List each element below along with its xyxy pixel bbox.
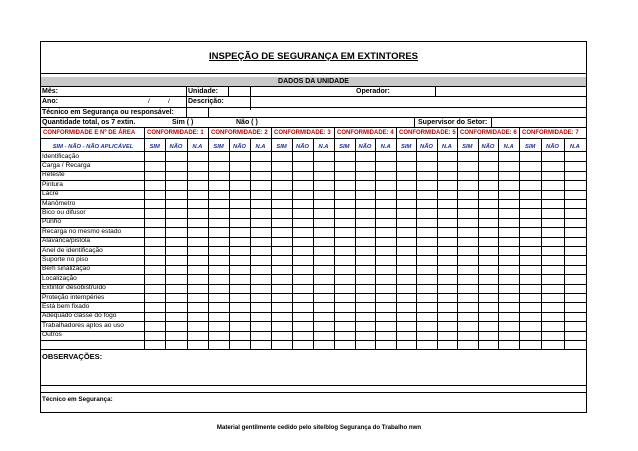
descricao-label: Descrição: — [188, 98, 224, 105]
group-divider — [144, 127, 145, 349]
answer-label: SIM — [462, 144, 473, 150]
table-row — [41, 284, 586, 285]
answer-column-divider — [437, 138, 438, 349]
divider — [186, 107, 187, 117]
answer-label: N.A — [192, 144, 203, 150]
table-row — [41, 340, 586, 341]
footer-credit: Material gentilmente cedido pelo site/blog Segurança do Trabalho nwn — [216, 424, 422, 431]
divider — [208, 107, 209, 117]
group-divider — [396, 127, 397, 349]
answer-column-divider — [416, 138, 417, 349]
table-row — [41, 312, 586, 313]
checklist-item: Pintura — [42, 180, 63, 188]
answer-label: N.A — [441, 144, 452, 150]
table-row — [41, 274, 586, 275]
answer-label: SIM — [276, 144, 287, 150]
checklist-item: Outros — [42, 331, 62, 339]
title-divider — [40, 73, 587, 74]
sim-checkbox[interactable]: Sim ( ) — [172, 119, 194, 126]
conformity-header: CONFORMIDADE: 2 — [211, 130, 268, 136]
table-row — [41, 180, 586, 181]
checklist-item: Bem sinalização — [42, 265, 91, 273]
checklist-item: Trabalhadores aptos ao uso — [42, 321, 124, 329]
answer-column-divider — [478, 138, 479, 349]
checklist-item: Localização — [42, 274, 77, 282]
table-row — [41, 190, 586, 191]
ano-label: Ano: — [42, 98, 58, 105]
answer-label: N.A — [569, 144, 580, 150]
table-row — [41, 293, 586, 294]
divider — [491, 117, 492, 127]
checklist-item: Lacre — [42, 190, 59, 198]
answer-label: SIM — [525, 144, 536, 150]
table-row — [41, 265, 586, 266]
group-divider — [208, 127, 209, 349]
checklist-item: Extintor desobistruído — [42, 284, 106, 292]
table-row — [41, 199, 586, 200]
nao-checkbox[interactable]: Não ( ) — [236, 119, 258, 126]
answer-label: NÃO — [546, 144, 559, 150]
conformity-header: CONFORMIDADE: 4 — [337, 130, 394, 136]
answer-label: NÃO — [169, 144, 183, 150]
table-row — [41, 218, 586, 219]
answer-column-divider — [187, 138, 188, 349]
answer-column-divider — [541, 138, 542, 349]
table-row — [41, 208, 586, 209]
quantidade-label: Quantidade total, os 7 extin. — [42, 119, 136, 126]
answer-column-divider — [498, 138, 499, 349]
observations-top-border — [41, 349, 586, 350]
checklist-item: Adequado classe do fogo — [42, 312, 117, 320]
answer-label: SIM — [149, 144, 160, 150]
conformity-header: CONFORMIDADE: 1 — [147, 130, 204, 136]
table-row — [41, 331, 586, 332]
checklist-item: Proteção intempéries — [42, 293, 105, 301]
answer-column-divider — [375, 138, 376, 349]
divider — [228, 86, 229, 96]
group-divider — [334, 127, 335, 349]
answer-column-divider — [229, 138, 230, 349]
conformity-header: CONFORMIDADE: 3 — [274, 130, 331, 136]
operador-field[interactable] — [436, 87, 584, 95]
tecnico-label: Técnico em Segurança ou responsável: — [42, 109, 174, 116]
checklist-item: Punho — [42, 218, 62, 226]
answer-column-divider — [292, 138, 293, 349]
group-divider — [457, 127, 458, 349]
unit-data-heading: DADOS DA UNIDADE — [278, 78, 349, 85]
checklist-item: Anel de identificação — [42, 246, 103, 254]
checklist-item: Bico ou difusor — [42, 208, 86, 216]
tecnico-final-label: Técnico em Segurança: — [42, 396, 113, 403]
table-row — [41, 227, 586, 228]
answer-column-divider — [165, 138, 166, 349]
supervisor-label: Supervisor do Setor: — [418, 119, 488, 126]
divider — [414, 117, 415, 127]
answer-label: NÃO — [420, 144, 433, 150]
checklist-item: Manômetro — [42, 199, 76, 207]
table-row — [41, 237, 586, 238]
unidade-field[interactable] — [250, 87, 350, 95]
observations-bottom-border — [41, 385, 586, 386]
answer-label: SIM — [213, 144, 224, 150]
answer-label: SIM — [401, 144, 412, 150]
answer-column-divider — [250, 138, 251, 349]
table-row — [41, 246, 586, 247]
answer-label: N.A — [380, 144, 391, 150]
table-row — [41, 255, 586, 256]
checklist-item: Identificação — [42, 152, 80, 160]
row-divider — [41, 117, 586, 118]
date-separator: / — [168, 98, 170, 105]
row-divider — [41, 107, 586, 108]
group-divider — [271, 127, 272, 349]
checklist-item: Recarga no mesmo estado — [42, 227, 122, 235]
table-row — [41, 171, 586, 172]
conformity-header: CONFORMIDADE: 7 — [522, 130, 579, 136]
mes-label: Mês: — [42, 88, 58, 95]
table-row — [41, 161, 586, 162]
answer-label: N.A — [503, 144, 514, 150]
answer-label: NÃO — [481, 144, 495, 150]
answer-column-divider — [313, 138, 314, 349]
operador-label: Operador: — [356, 88, 390, 95]
conformity-area-header: CONFORMIDADE E Nº DE ÁREA — [43, 130, 136, 136]
answer-label: SIM — [339, 144, 350, 150]
group-divider — [519, 127, 520, 349]
row-divider — [41, 392, 586, 393]
answer-label: N.A — [255, 144, 266, 150]
checklist-item: Está bem fixado — [42, 302, 90, 310]
observations-label: OBSERVAÇÕES: — [42, 352, 103, 361]
conformity-header: CONFORMIDADE: 5 — [399, 130, 456, 136]
answer-label: N.A — [318, 144, 329, 150]
unidade-label: Unidade: — [188, 88, 218, 95]
conformity-header: CONFORMIDADE: 6 — [460, 130, 517, 136]
table-row — [41, 302, 586, 303]
answer-legend: SIM - NÃO - NÃO APLICÁVEL — [52, 144, 134, 150]
page-title: INSPEÇÃO DE SEGURANÇA EM EXTINTORES — [208, 51, 419, 62]
checklist-item: Reteste — [42, 171, 65, 179]
checklist-item: Carga / Recarga — [42, 161, 91, 169]
observations-field[interactable] — [42, 362, 585, 384]
date-separator: / — [148, 98, 150, 105]
answer-column-divider — [355, 138, 356, 349]
row-divider — [41, 127, 586, 128]
descricao-field[interactable] — [251, 97, 584, 106]
checklist-item: Alavanca/pistola — [42, 237, 91, 245]
answer-label: NÃO — [358, 144, 372, 150]
answer-label: NÃO — [296, 144, 309, 150]
checklist-item: Suporte no piso — [42, 255, 89, 263]
answer-column-divider — [564, 138, 565, 349]
answer-label: NÃO — [233, 144, 246, 150]
